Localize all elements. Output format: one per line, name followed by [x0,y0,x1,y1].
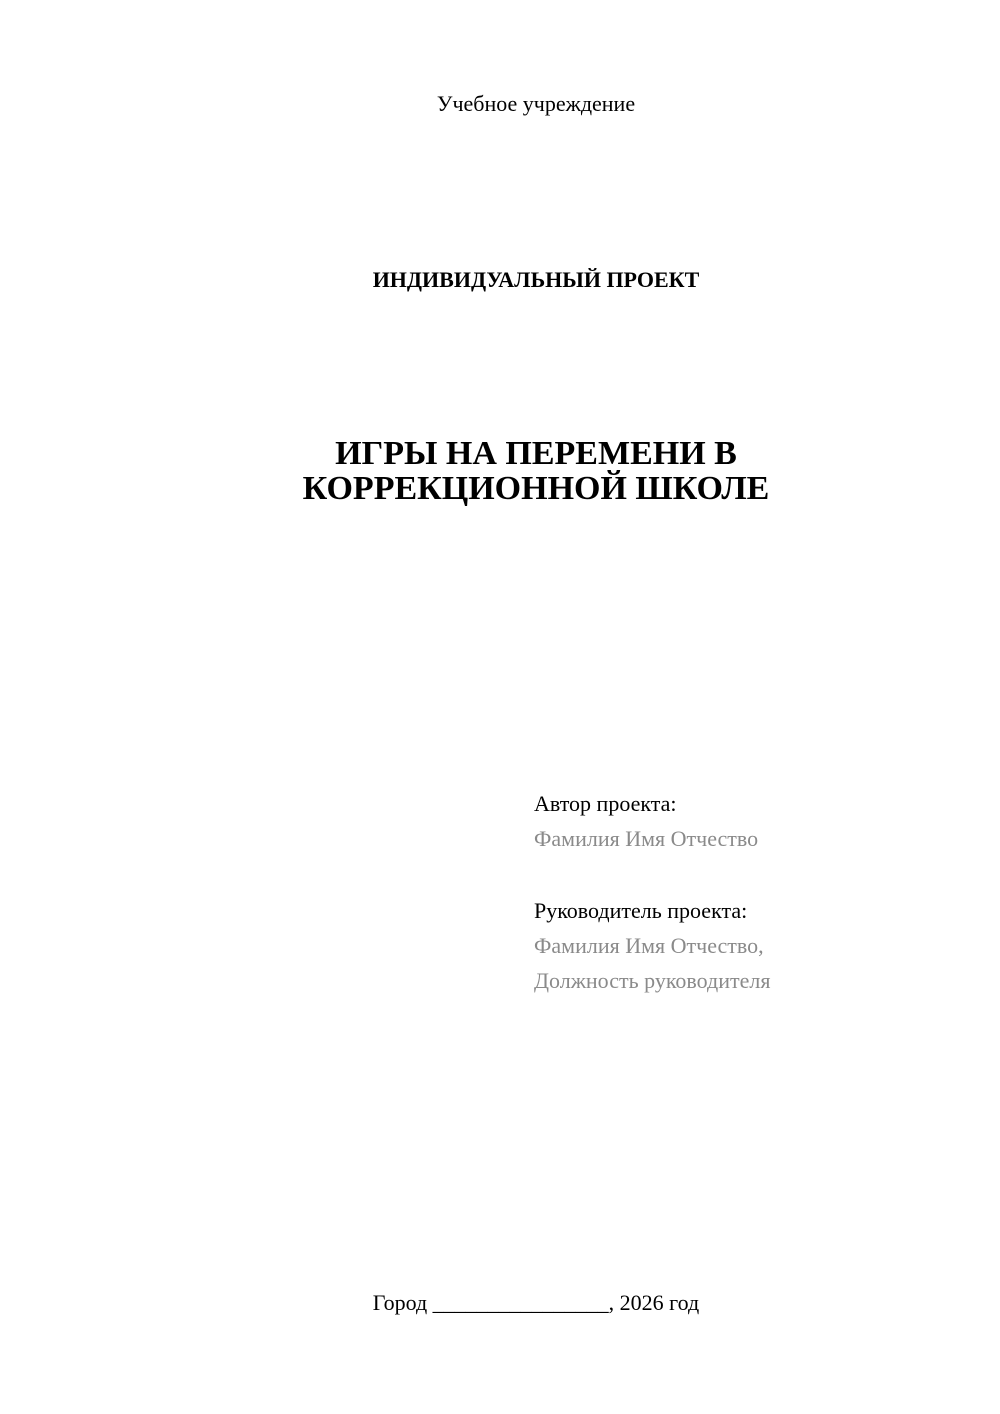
supervisor-position: Должность руководителя [534,968,771,993]
document-type-heading: ИНДИВИДУАЛЬНЫЙ ПРОЕКТ [372,267,700,292]
project-title-line-1: ИГРЫ НА ПЕРЕМЕНИ В [335,435,737,472]
project-title-line-2: КОРРЕКЦИОННОЙ ШКОЛЕ [302,470,770,507]
author-name: Фамилия Имя Отчество [534,826,759,851]
author-label: Автор проекта: [534,791,677,816]
supervisor-label: Руководитель проекта: [534,898,748,923]
city-year-footer: Город ________________, 2026 год [372,1290,700,1315]
project-title [0,436,1000,506]
supervisor-name: Фамилия Имя Отчество, [534,933,764,958]
institution-name: Учебное учреждение [436,91,636,116]
author-block [534,786,758,856]
supervisor-block [534,893,770,998]
